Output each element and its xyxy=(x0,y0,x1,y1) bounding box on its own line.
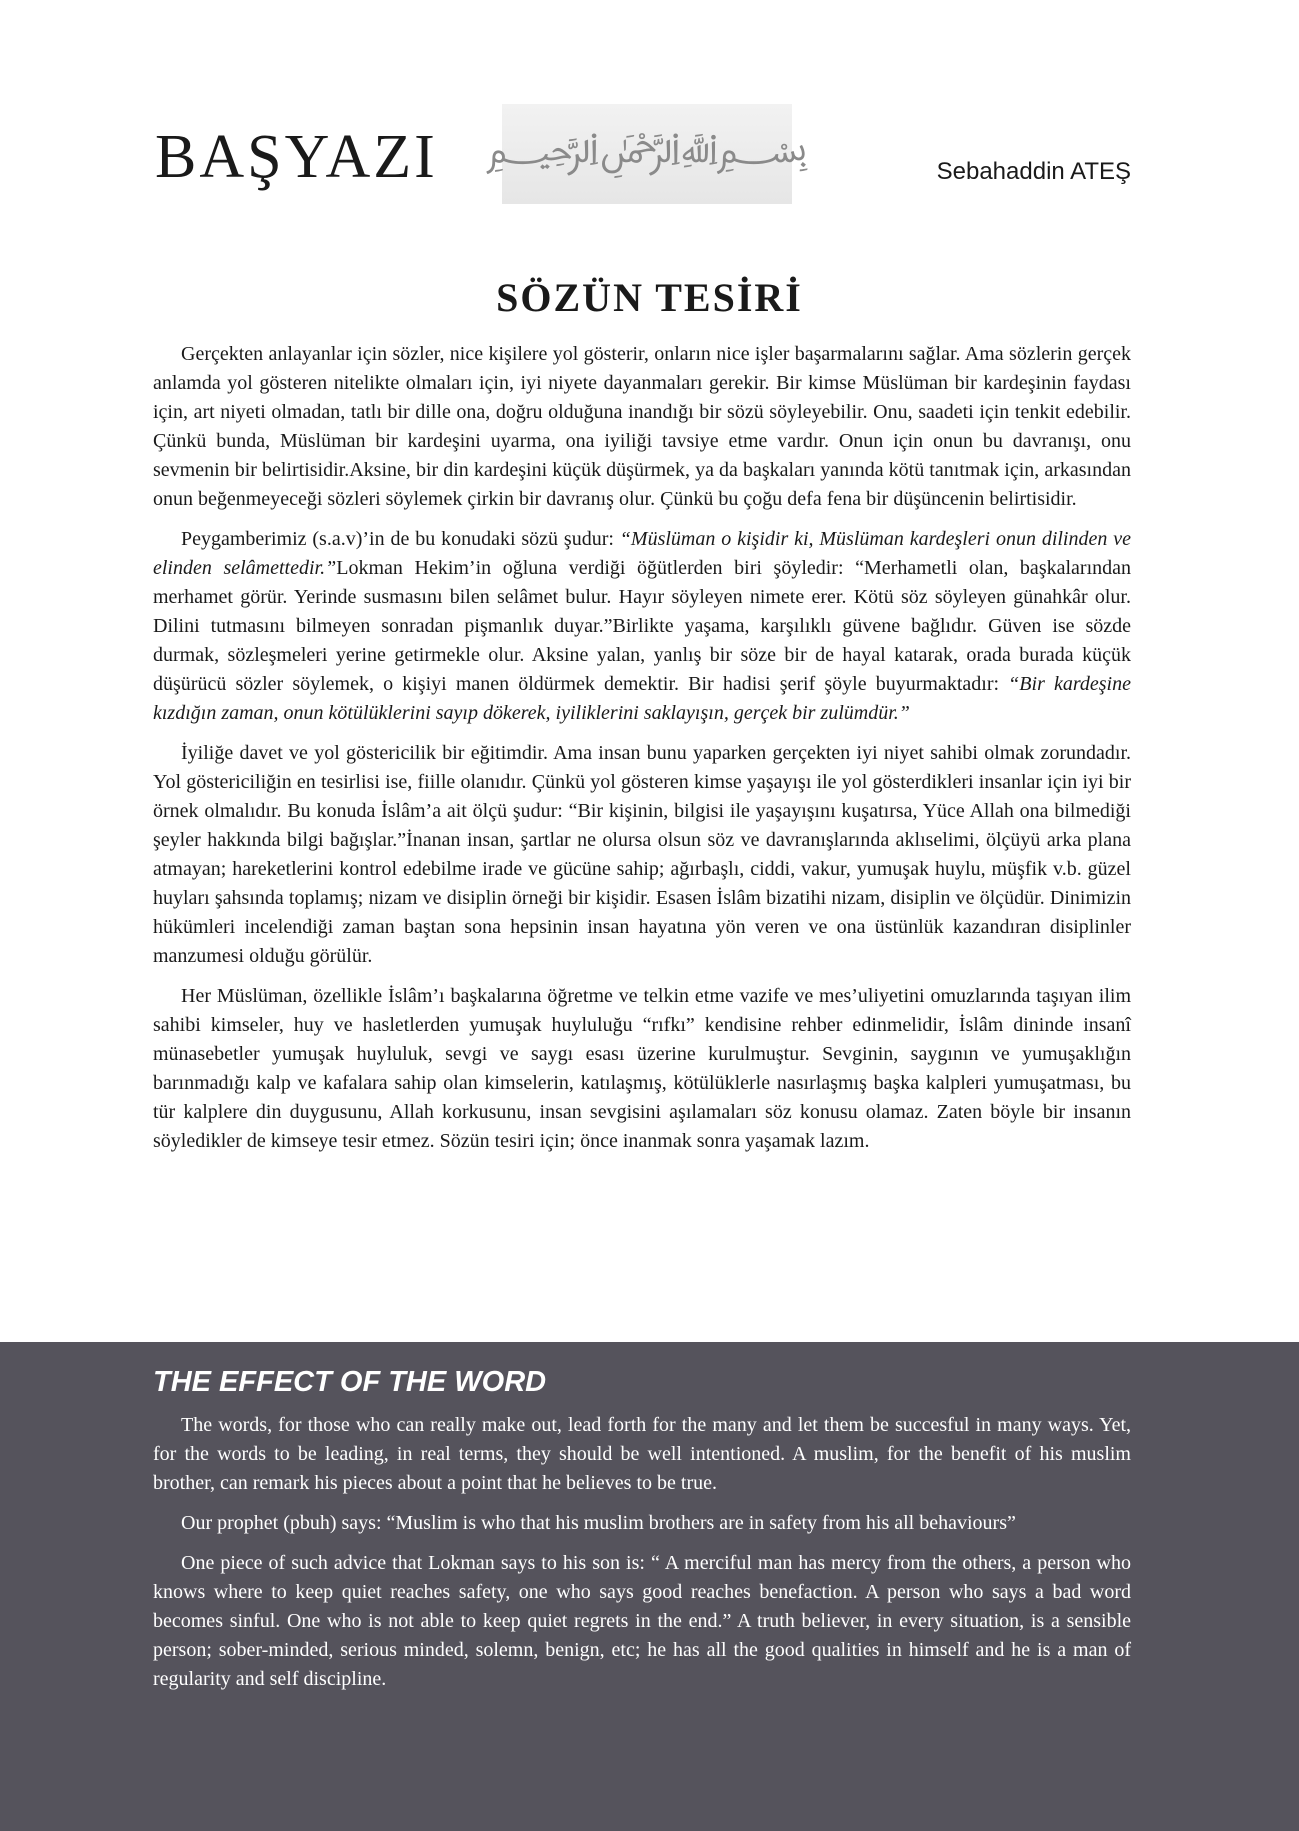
paragraph xyxy=(153,739,1131,971)
english-body xyxy=(153,1411,1131,1694)
english-paragraph: One piece of such advice that Lokman says to his son is: “ A merciful man has mercy from the others, a person who knows where to keep quiet reaches safety, one who says good reaches benefaction. A person who says a bad word becomes sinful. One who is not able to keep quiet regrets in the end.” A truth believer, in every situation, is a sensible person; sober-minded, serious minded, solemn, benign, etc; he has all the good qualities in himself and he is a man of regularity and self discipline. xyxy=(153,1552,1131,1690)
english-title: THE EFFECT OF THE WORD xyxy=(153,1366,547,1398)
paragraph-text: Lokman Hekim’in oğluna verdiği öğütlerden biri şöyledir: “Merhametli olan, başkalarından merhamet görür. Yerinde susmasını bilen selâmet bulur. Hayır söyleyen nimete erer. Kötü söz söyleyen günahkâr olur. Dilini tutmasını bilmeyen sonradan pişmanlık duyar.”Birlikte yaşama, karşılıklı güvene bağlıdır. Güven ise sözde durmak, sözleşmeleri yerine getirmekle olur. Aksine yalan, yanlış bir söze bir de hayal katarak, orada burada küçük düşürücü sözler söylemek, o kişiyi manen öldürmek demektir. Bir hadisi şerif şöyle buyurmaktadır: xyxy=(153,557,1132,695)
english-paragraph: Our prophet (pbuh) says: “Muslim is who that his muslim brothers are in safety from his all behaviours” xyxy=(181,1512,1016,1534)
paragraph-text: Her Müslüman, özellikle İslâm’ı başkalarına öğretme ve telkin etme vazife ve mes’uliyetini omuzlarında taşıyan ilim sahibi kimseler, huy ve hasletlerden yumuşak huyluluğu “rıfkı” kendisine rehber edinmelidir, İslâm dininde insanî münasebetler yumuşak huyluluk, sevgi ve saygı esası üzerine kurulmuştur. Sevginin, saygının ve yumuşaklığın barınmadığı kalp ve kafalara sahip olan kimselerin, katılaşmış, kötülüklerle nasırlaşmış başka kalpleri yumuşatması, bu tür kalplere din duygusunu, Allah korkusunu, insan sevgisini aşılamaları söz konusu olamaz. Zaten böyle bir insanın söyledikler de kimseye tesir etmez. Sözün tesiri için; önce inanmak sonra yaşamak lazım. xyxy=(153,985,1131,1152)
paragraph xyxy=(153,525,1131,728)
section-label: BAŞYAZI xyxy=(155,123,438,191)
author-name: Sebahaddin ATEŞ xyxy=(936,158,1131,185)
english-summary xyxy=(153,1366,1131,1705)
basmala-calligraphy xyxy=(485,104,809,204)
paragraph-text: Gerçekten anlayanlar için sözler, nice kişilere yol gösterir, onların nice işler başarmalarını sağlar. Ama sözlerin gerçek anlamda yol gösteren nitelikte olmaları için, iyi niyete dayanmaları gerekir. Bir kimse Müslüman bir kardeşinin faydası için, art niyeti olmadan, tatlı bir dille ona, doğru olduğuna inandığı bir sözü söyleyebilir. Onu, saadeti için tenkit edebilir. Çünkü bunda, Müslüman bir kardeşini uyarma, ona iyiliği tavsiye etme vardır. Onun için onun bu davranışı, onu sevmenin bir belirtisidir.Aksine, bir din kardeşini küçük düşürmek, ya da başkaları yanında kötü tanıtmak için, arkasından onun beğenmeyeceği sözleri söylemek çirkin bir davranış olur. Çünkü bu çoğu defa fena bir düşüncenin belirtisidir. xyxy=(153,343,1131,510)
paragraph xyxy=(153,340,1131,514)
basmala-calligraphy-image: ﷽ xyxy=(485,122,809,172)
hadith-quote: “Müslüman o kişidir ki, Müslüman kardeşleri onun dilinden ve elinden selâmettedir.” xyxy=(153,528,1131,579)
hadith-quote: “Bir kardeşine kızdığın zaman, onun kötülüklerini sayıp dökerek, iyiliklerini saklayışın, gerçek bir zulümdür.” xyxy=(153,673,1131,724)
page-header xyxy=(155,120,1131,210)
article-body xyxy=(153,340,1131,1167)
paragraph xyxy=(153,982,1131,1156)
paragraph-text: İyiliğe davet ve yol göstericilik bir eğitimdir. Ama insan bunu yaparken gerçekten iyi niyet sahibi olmak zorundadır. Yol göstericiliğin en tesirlisi ise, fiille olanıdır. Çünkü yol gösteren kimse yaşayışı ile yol gösterdikleri insanlar için iyi bir örnek olmalıdır. Bu konuda İslâm’a ait ölçü şudur: “Bir kişinin, bilgisi ile yaşayışını kuşatırsa, Yüce Allah ona bilmediği şeyler hakkında bilgi bağışlar.”İnanan insan, şartlar ne olursa olsun söz ve davranışlarında aklıselimi, ölçüyü arka plana atmayan; hareketlerini kontrol edebilme irade ve gücüne sahip; ağırbaşlı, ciddi, vakur, yumuşak huylu, müşfik v.b. güzel huyları şahsında toplamış; nizam ve disiplin örneği bir kişidir. Esasen İslâm bizatihi nizam, disiplin ve ölçüdür. Dinimizin hükümleri incelendiği zaman baştan sona hepsinin insan hayatına yön veren ve ona üstünlük kazandıran disiplinler manzumesi olduğu görülür. xyxy=(153,742,1131,967)
english-summary-band xyxy=(0,1342,1299,1831)
paragraph-text: Peygamberimiz (s.a.v)’in de bu konudaki sözü şudur: xyxy=(181,528,620,550)
article-title: SÖZÜN TESİRİ xyxy=(496,275,803,320)
english-paragraph: The words, for those who can really make out, lead forth for the many and let them be succesful in many ways. Yet, for the words to be leading, in real terms, they should be well intentioned. A muslim, for the benefit of his muslim brother, can remark his pieces about a point that he believes to be true. xyxy=(153,1414,1131,1494)
